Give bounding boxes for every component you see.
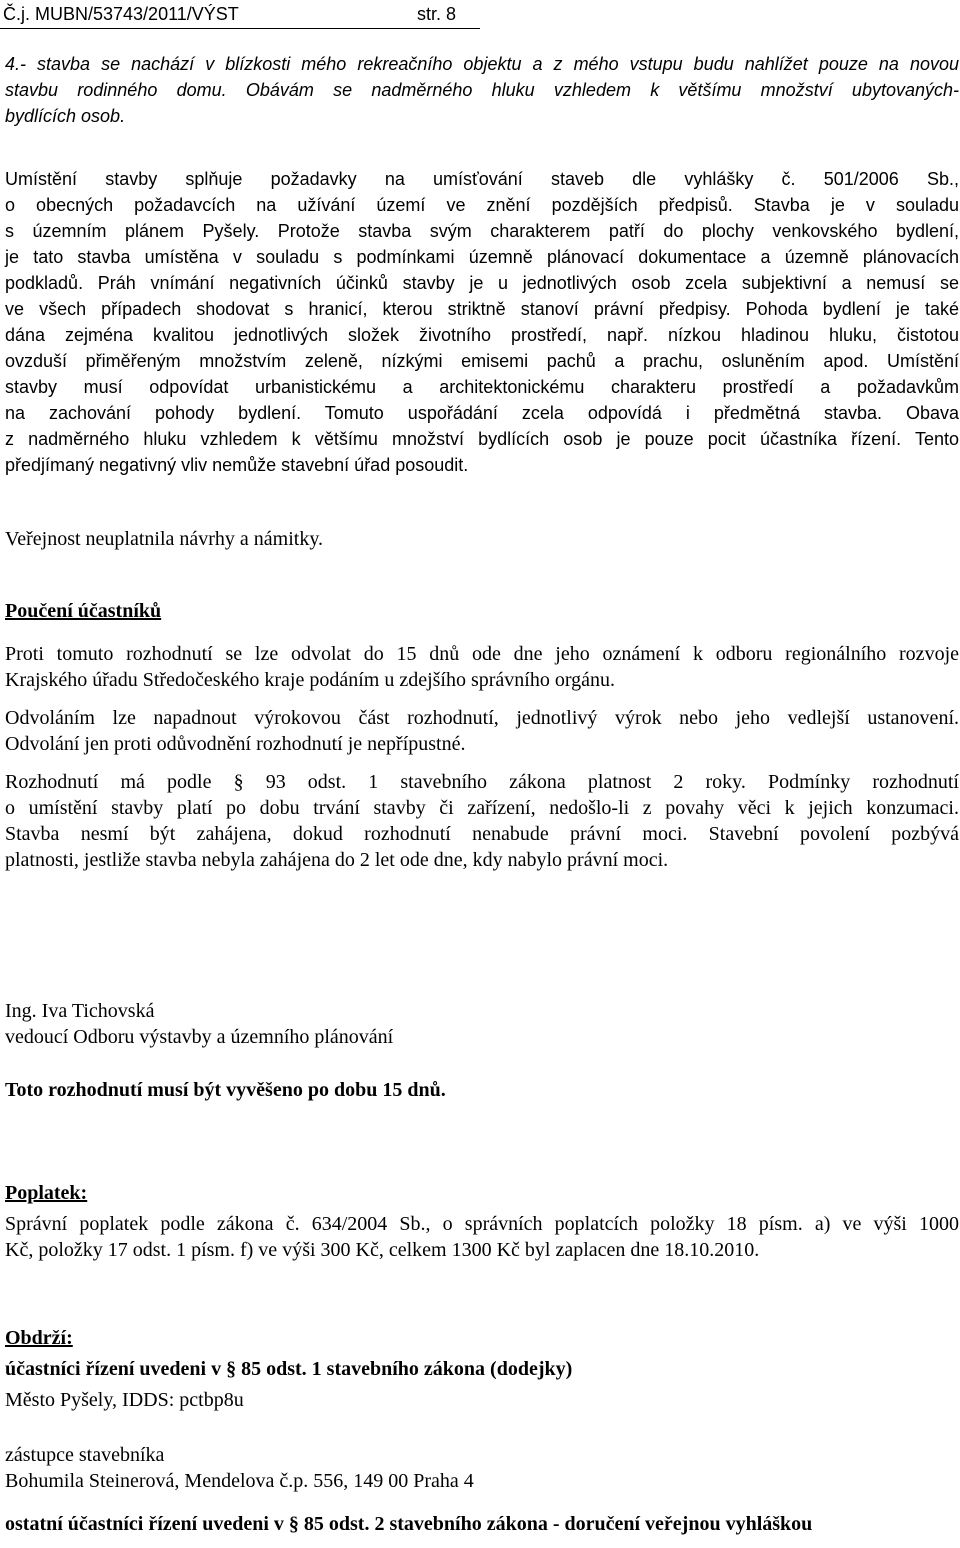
recipient-item <box>5 1387 959 1413</box>
text-line: z nadměrného hluku vzhledem k většímu množství bydlících osob je pouze pocit účastníka řízení. Tento <box>5 429 959 449</box>
text-line: stavby musí odpovídat urbanistickému a architektonickému charakteru prostředí a požadavkům <box>5 377 959 397</box>
text-line: na zachování pohody bydlení. Tomuto uspořádání zcela odpovídá i předmětná stavba. Obava <box>5 403 959 423</box>
recipient-item-text: Město Pyšely, IDDS: pctbp8u <box>5 1389 244 1411</box>
recipients-group-2 <box>5 1511 959 1537</box>
text-line: Stavba nesmí být zahájena, dokud rozhodnutí nenabude právní moci. Stavební povolení pozbývá <box>5 823 959 845</box>
text-line: platnosti, jestliže stavba nebyla zahájena do 2 let ode dne, kdy nabylo právní moci. <box>5 849 669 871</box>
recipients-group-2-text: ostatní účastníci řízení uvedeni v § 85 odst. 2 stavebního zákona - doručení veřejnou vyhláškou <box>5 1513 813 1535</box>
text-line: o obecných požadavcích na užívání území ve znění pozdějších předpisů. Stavba je v souladu <box>5 195 959 215</box>
public-note-text: Veřejnost neuplatnila návrhy a námitky. <box>5 528 324 550</box>
page-number: str. 8 <box>417 4 457 24</box>
recipients-heading-text: Obdrží: <box>5 1327 73 1349</box>
text-line: Krajského úřadu Středočeského kraje podáním u zdejšího správního orgánu. <box>5 669 616 691</box>
text-line: 4.- stavba se nachází v blízkosti mého rekreačního objektu a z mého vstupu budu nahlížet pouze na novou <box>5 54 959 74</box>
text-line: o umístění stavby platí po dobu trvání stavby či zařízení, nedošlo-li z povahy věci k jejich konzumaci. <box>5 797 959 819</box>
text-line: dána zejména kvalitou jednotlivých složek životního prostředí, např. nízkou hladinou hluku, čistotou <box>5 325 959 345</box>
text-line: s územním plánem Pyšely. Protože stavba svým charakterem patří do plochy venkovského bydlení, <box>5 221 959 241</box>
text-line: ve všech případech shodovat s hranicí, kterou striktně stanoví právní předpisy. Pohoda bydlení je také <box>5 299 959 319</box>
text-line: Odvolání jen proti odůvodnění rozhodnutí je nepřípustné. <box>5 733 466 755</box>
representative-address: Bohumila Steinerová, Mendelova č.p. 556, 149 00 Praha 4 <box>5 1470 474 1492</box>
text-line: Odvoláním lze napadnout výrokovou část rozhodnutí, jednotlivý výrok nebo jeho vedlejší ustanovení. <box>5 707 959 729</box>
text-line: Kč, položky 17 odst. 1 písm. f) ve výši 300 Kč, celkem 1300 Kč byl zaplacen dne 18.10.2010. <box>5 1239 760 1261</box>
objection-point-4 <box>5 51 959 129</box>
public-note <box>5 526 959 552</box>
signatory-role: vedoucí Odboru výstavby a územního plánování <box>5 1026 394 1048</box>
instruction-heading-text: Poučení účastníků <box>5 600 162 622</box>
fee-heading <box>5 1180 959 1206</box>
builder-representative <box>5 1442 959 1494</box>
reference-number: Č.j. MUBN/53743/2011/VÝST <box>3 4 239 24</box>
text-line: Správní poplatek podle zákona č. 634/2004 Sb., o správních poplatcích položky 18 písm. a) ve výši 1000 <box>5 1213 959 1235</box>
header-rule <box>0 28 480 29</box>
text-line: bydlících osob. <box>5 106 126 126</box>
signatory-name: Ing. Iva Tichovská <box>5 1000 155 1022</box>
text-line: ovzduší přiměřeným množstvím zeleně, nízkými emisemi pachů a prachu, osluněním apod. Umístění <box>5 351 959 371</box>
recipients-heading <box>5 1325 959 1351</box>
instruction-paragraph-3 <box>5 769 959 873</box>
instruction-heading <box>5 598 959 624</box>
text-line: Rozhodnutí má podle § 93 odst. 1 stavebního zákona platnost 2 roky. Podmínky rozhodnutí <box>5 771 959 793</box>
text-line: podkladů. Práh vnímání negativních účinků stavby je u jednotlivých osob zcela subjektivní a nemusí se <box>5 273 959 293</box>
instruction-paragraph-2 <box>5 705 959 757</box>
instruction-paragraph-1 <box>5 641 959 693</box>
fee-paragraph <box>5 1211 959 1263</box>
text-line: předjímaný negativný vliv nemůže stavební úřad posoudit. <box>5 455 469 475</box>
assessment-paragraph <box>5 166 959 478</box>
text-line: stavbu rodinného domu. Obávám se nadměrného hluku vzhledem k většímu množství ubytovaných- <box>5 80 959 100</box>
text-line: je tato stavba umístěna v souladu s podmínkami územně plánovací dokumentace a územně plánovacích <box>5 247 959 267</box>
recipients-group-1 <box>5 1356 959 1382</box>
posting-note-text: Toto rozhodnutí musí být vyvěšeno po dobu 15 dnů. <box>5 1079 446 1101</box>
signature-block <box>5 998 959 1050</box>
text-line: Proti tomuto rozhodnutí se lze odvolat do 15 dnů ode dne jeho oznámení k odboru regionálního rozvoje <box>5 643 959 665</box>
representative-label: zástupce stavebníka <box>5 1444 165 1466</box>
fee-heading-text: Poplatek: <box>5 1182 88 1204</box>
text-line: Umístění stavby splňuje požadavky na umísťování staveb dle vyhlášky č. 501/2006 Sb., <box>5 169 959 189</box>
posting-note <box>5 1077 959 1103</box>
recipients-group-1-text: účastníci řízení uvedeni v § 85 odst. 1 stavebního zákona (dodejky) <box>5 1358 573 1380</box>
page-header <box>3 0 478 28</box>
